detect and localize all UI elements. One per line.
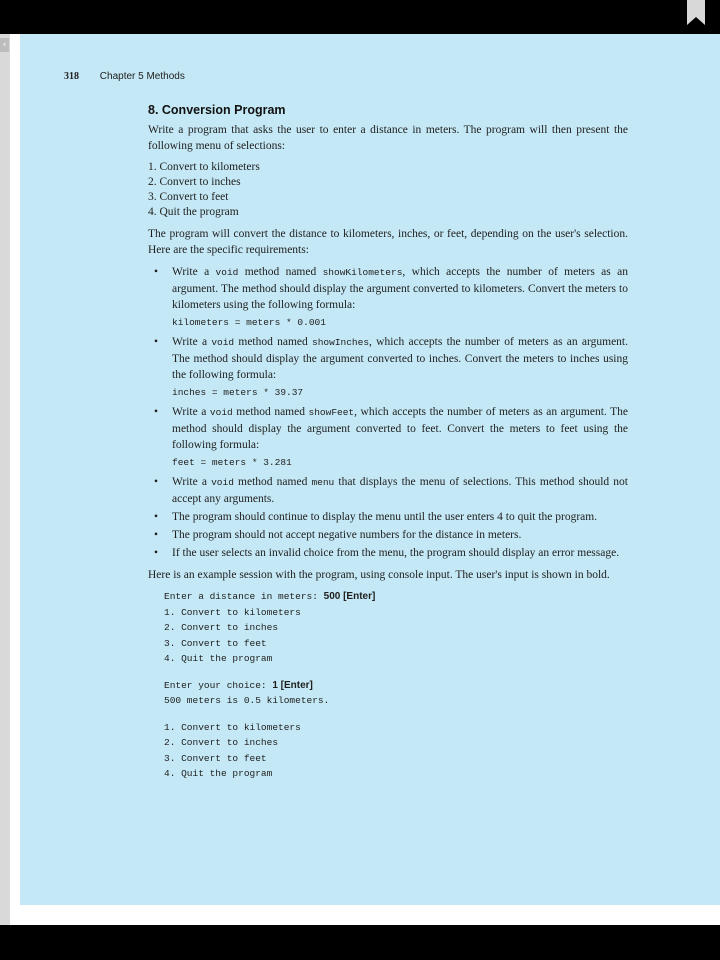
scanned-page bbox=[20, 34, 720, 905]
bullet-icon: • bbox=[154, 529, 159, 541]
bullet-icon: • bbox=[154, 336, 159, 348]
list-item: 2. Convert to inches bbox=[148, 176, 241, 188]
list-item: 3. Convert to feet bbox=[148, 191, 229, 203]
session-line: 2. Convert to inches bbox=[164, 622, 279, 633]
bullet-icon: • bbox=[154, 266, 159, 278]
reader-page bbox=[0, 34, 720, 925]
bookmark-icon[interactable] bbox=[686, 0, 706, 26]
session-line: 1. Convert to kilometers bbox=[164, 721, 301, 733]
list-item: • Write a void method named menu that displays the menu of selections. This method should not accept any arguments. bbox=[154, 476, 628, 505]
left-page-edge bbox=[0, 34, 10, 925]
session-line: 4. Quit the program bbox=[164, 768, 273, 779]
session-line: 4. Quit the program bbox=[164, 653, 273, 664]
example-session bbox=[164, 589, 628, 782]
bottom-bar bbox=[0, 925, 720, 960]
menu-list bbox=[148, 160, 628, 220]
list-item: 4. Quit the program bbox=[148, 206, 239, 218]
list-item: 1. Convert to kilometers bbox=[148, 161, 260, 173]
bullet-icon: • bbox=[154, 476, 159, 488]
list-item: • Write a void method named showInches, which accepts the number of meters as an argument. The method should display the argument converted to inches. Convert the meters to inches using the following formula: inches = meters * 39.37 bbox=[154, 336, 628, 398]
list-item: • The program should not accept negative numbers for the distance in meters. bbox=[154, 529, 522, 541]
intro-paragraph: Write a program that asks the user to enter a distance in meters. The program will then present the following menu of selections: bbox=[148, 124, 628, 152]
formula: kilometers = meters * 0.001 bbox=[172, 317, 326, 328]
top-bar bbox=[0, 0, 720, 34]
formula: feet = meters * 3.281 bbox=[172, 457, 292, 468]
session-line: Enter a distance in meters: 500 [Enter] bbox=[164, 591, 376, 602]
list-item: • The program should continue to display the menu until the user enters 4 to quit the program. bbox=[154, 511, 598, 523]
list-item: • Write a void method named showFeet, which accepts the number of meters as an argument. The method should display the argument converted to feet. Convert the meters to feet using the following formula: feet = meters * 3.281 bbox=[154, 406, 628, 468]
section-title: 8. Conversion Program bbox=[148, 103, 286, 117]
back-chevron-icon[interactable]: ‹ bbox=[0, 38, 9, 52]
requirements-list bbox=[148, 264, 628, 561]
session-line: 3. Convert to feet bbox=[164, 637, 267, 649]
list-item: • Write a void method named showKilometers, which accepts the number of meters as an argument. The method should display the argument converted to kilometers. Convert the meters to kilometers using the following formula: kilometers = meters * 0.001 bbox=[154, 266, 628, 328]
bullet-icon: • bbox=[154, 406, 159, 418]
bullet-icon: • bbox=[154, 547, 159, 559]
requirements-intro: The program will convert the distance to kilometers, inches, or feet, depending on the user's selection. Here are the specific requirements: bbox=[148, 228, 628, 256]
session-intro: Here is an example session with the program, using console input. The user's input is shown in bold. bbox=[148, 569, 610, 581]
session-line: 2. Convert to inches bbox=[164, 737, 279, 748]
formula: inches = meters * 39.37 bbox=[172, 387, 304, 398]
session-line: 3. Convert to feet bbox=[164, 752, 267, 764]
page-number: 318 bbox=[64, 71, 79, 82]
chapter-title: Chapter 5 Methods bbox=[99, 71, 185, 82]
running-header bbox=[64, 71, 185, 82]
session-line: 1. Convert to kilometers bbox=[164, 606, 301, 618]
session-line: Enter your choice: 1 [Enter] bbox=[164, 679, 313, 691]
bullet-icon: • bbox=[154, 511, 159, 523]
session-line: 500 meters is 0.5 kilometers. bbox=[164, 695, 330, 706]
list-item: • If the user selects an invalid choice from the menu, the program should display an error message. bbox=[154, 547, 620, 559]
exercise-body bbox=[148, 102, 628, 782]
